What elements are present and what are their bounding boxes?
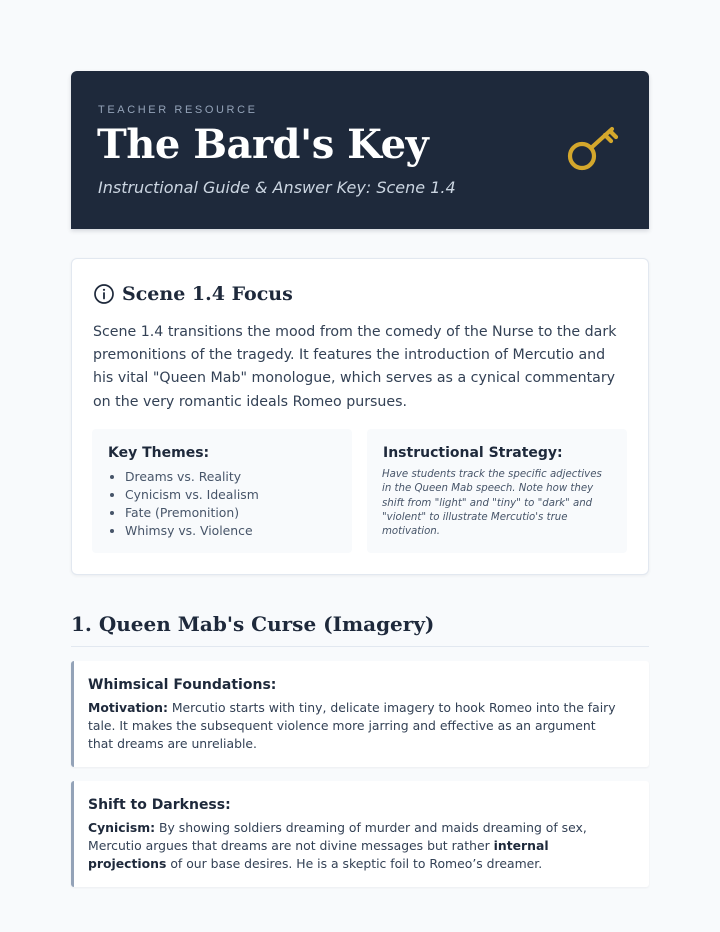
scene-focus-heading (93, 283, 293, 305)
list-item: • Cynicism vs. Idealism (125, 486, 259, 504)
answer-card-title: Shift to Darkness: (88, 797, 231, 813)
answer-card-label: Cynicism: (88, 820, 156, 835)
instructional-strategy-title: Instructional Strategy: (383, 445, 563, 461)
scene-focus-description: Scene 1.4 transitions the mood from the comedy of the Nurse to the dark premonitions of the tragedy. It features the introduction of Mercutio and his vital "Queen Mab" monologue, which serves as a cynical commentary on the very romantic ideals Romeo pursues. (93, 324, 617, 410)
list-item: • Fate (Premonition) (125, 504, 259, 522)
key-icon (565, 123, 621, 175)
answer-card-body (88, 819, 623, 874)
answer-card-label: Motivation: (88, 700, 168, 715)
header-eyebrow: TEACHER RESOURCE (98, 104, 258, 116)
answer-card-emphasis: internal projections (88, 838, 549, 872)
list-item: • Dreams vs. Reality (125, 468, 259, 486)
answer-card-shift-to-darkness (71, 781, 649, 887)
scene-focus-title: Scene 1.4 Focus (122, 283, 293, 305)
list-item: • Whimsy vs. Violence (125, 522, 259, 540)
answer-card-whimsical-foundations (71, 661, 649, 767)
answer-card-body (88, 699, 623, 754)
answer-card-text: By showing soldiers dreaming of murder and maids dreaming of sex, Mercutio argues that dreams are not divine messages but rather (88, 820, 587, 854)
answer-card-text: Mercutio starts with tiny, delicate imagery to hook Romeo into the fairy tale. It makes the subsequent violence more jarring and effective as an argument that dreams are unreliable. (88, 700, 616, 752)
key-themes-list (108, 468, 259, 540)
page-subtitle: Instructional Guide & Answer Key: Scene 1.4 (98, 178, 456, 197)
instructional-strategy-text: Have students track the specific adjectives in the Queen Mab speech. Note how they shift from "light" and "tiny" to "dark" and "violent" to illustrate Mercutio's true motivation. (382, 469, 602, 538)
info-icon (93, 283, 115, 305)
answer-card-text-end: of our base desires. He is a skeptic foil to Romeo’s dreamer. (166, 856, 543, 872)
answer-card-title: Whimsical Foundations: (88, 677, 277, 693)
page-title: The Bard's Key (97, 121, 429, 168)
key-themes-box (92, 429, 352, 553)
scene-focus-panel (71, 258, 649, 575)
instructional-strategy-box (367, 429, 627, 553)
key-themes-title: Key Themes: (108, 445, 210, 461)
section-divider (71, 646, 649, 647)
section-heading: 1. Queen Mab's Curse (Imagery) (71, 612, 435, 636)
header-banner (71, 71, 649, 229)
